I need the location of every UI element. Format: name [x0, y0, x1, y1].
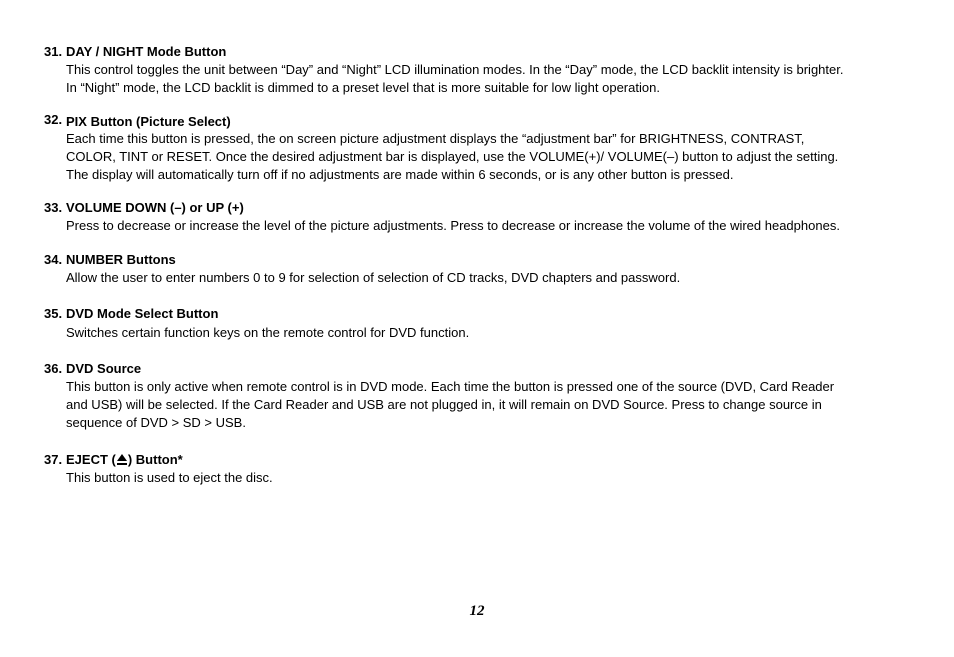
eject-icon: [117, 454, 127, 465]
item-title: NUMBER Buttons: [66, 252, 176, 267]
item-title: PIX Button (Picture Select): [66, 114, 231, 129]
description-line: Each time this button is pressed, the on screen picture adjustment displays the “adjustment bar” for BRIGHTNESS, CONTRAST,: [66, 131, 805, 146]
item-title: DVD Mode Select Button: [66, 306, 219, 321]
page-number: 12: [469, 603, 485, 619]
item-description: [66, 130, 838, 184]
item-number: 33.: [44, 200, 63, 215]
item-number: 37.: [44, 452, 63, 467]
item-description: [66, 269, 680, 287]
item-title: DAY / NIGHT Mode Button: [66, 44, 227, 59]
item-description: [66, 324, 469, 342]
description-line: This button is used to eject the disc.: [66, 470, 273, 485]
item-number: 35.: [44, 306, 63, 321]
item-number: 32.: [44, 112, 63, 127]
item-number: 34.: [44, 252, 63, 267]
item-number: 36.: [44, 361, 63, 376]
item-description: [66, 378, 834, 432]
item-title: VOLUME DOWN (–) or UP (+): [66, 200, 244, 215]
item-description: [66, 217, 840, 235]
item-description: [66, 61, 843, 97]
description-line: This control toggles the unit between “Day” and “Night” LCD illumination modes. In the “Day” mode, the LCD backlit intensity is brighter.: [66, 62, 844, 77]
item-title: [66, 451, 183, 469]
description-line: The display will automatically turn off if no adjustments are made within 6 seconds, or is any other button is pressed.: [66, 167, 734, 182]
description-line: Switches certain function keys on the remote control for DVD function.: [66, 325, 470, 340]
item-title-start: EJECT (: [66, 452, 116, 467]
description-line: This button is only active when remote control is in DVD mode. Each time the button is pressed one of the source (DVD, Card Reader: [66, 379, 835, 394]
item-description: [66, 469, 273, 487]
item-title-end: ) Button*: [127, 452, 183, 467]
description-line: Press to decrease or increase the level of the picture adjustments. Press to decrease or increase the volume of the wired headphones.: [66, 218, 840, 233]
description-line: and USB) will be selected. If the Card Reader and USB are not plugged in, it will remain on DVD Source. Press to change source in: [66, 397, 822, 412]
description-line: COLOR, TINT or RESET. Once the desired adjustment bar is displayed, use the VOLUME(+)/ VOLUME(–) button to adjust the setting.: [66, 149, 839, 164]
description-line: Allow the user to enter numbers 0 to 9 for selection of selection of CD tracks, DVD chapters and password.: [66, 270, 681, 285]
item-title: DVD Source: [66, 361, 142, 376]
description-line: In “Night” mode, the LCD backlit is dimmed to a preset level that is more suitable for low light operation.: [66, 80, 660, 95]
item-number: 31.: [44, 44, 63, 59]
description-line: sequence of DVD > SD > USB.: [66, 415, 246, 430]
